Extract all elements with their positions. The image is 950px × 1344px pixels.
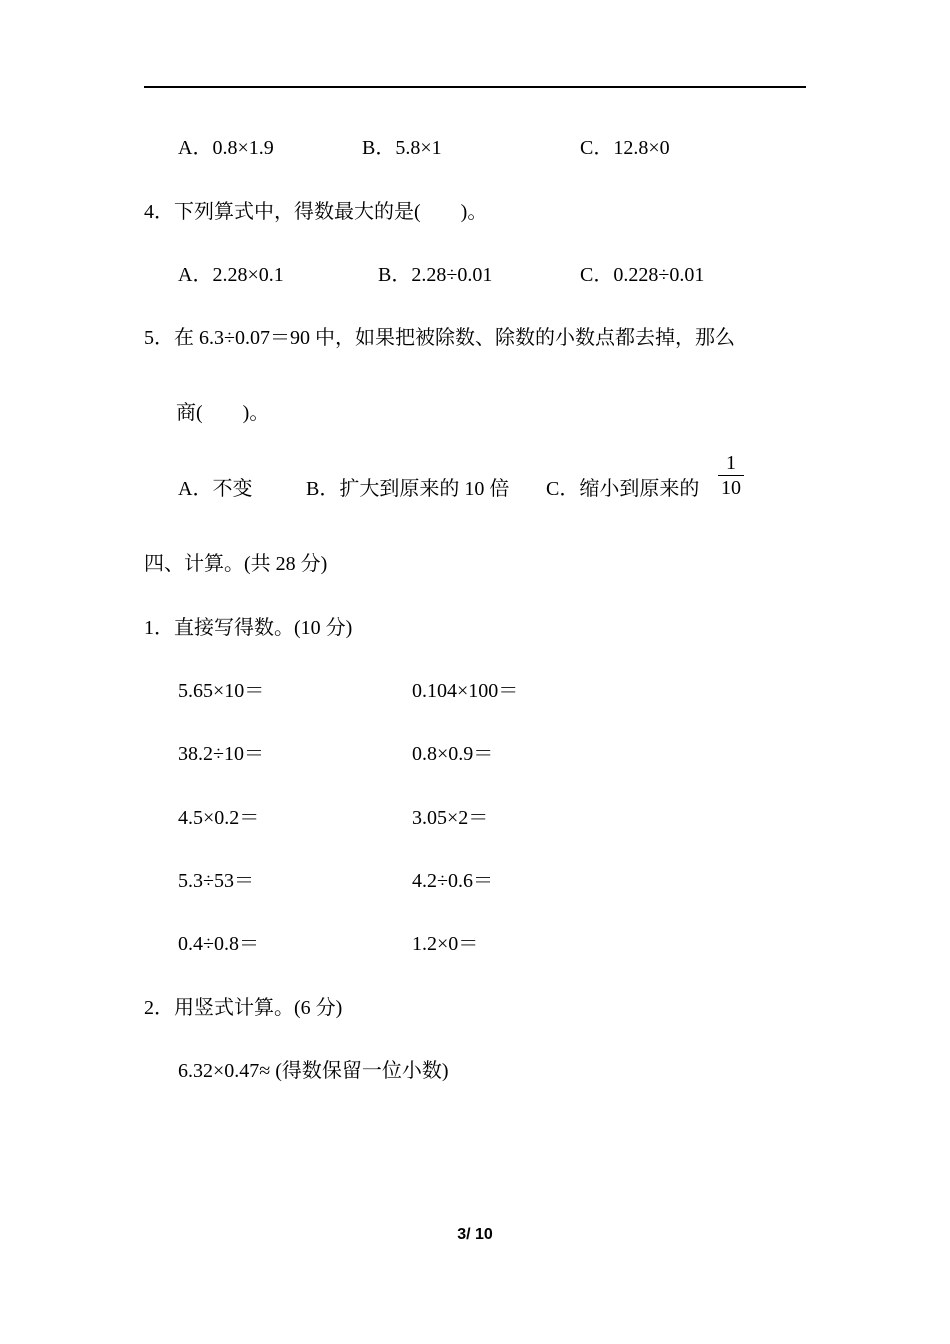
calc-item-3b: 3.05×2＝	[412, 807, 489, 829]
header-rule	[144, 86, 806, 88]
q5-option-c: C．缩小到原来的	[546, 478, 700, 500]
q5-option-a: A．不变	[178, 478, 253, 500]
calc-item-1b: 0.104×100＝	[412, 680, 519, 702]
q3-option-b: B．5.8×1	[362, 137, 442, 159]
calc-item-2b: 0.8×0.9＝	[412, 743, 494, 765]
q3-option-c: C．12.8×0	[580, 137, 670, 159]
q5-option-b: B．扩大到原来的 10 倍	[306, 478, 510, 500]
fraction-bar	[718, 475, 744, 476]
fraction-numerator: 1	[726, 452, 736, 474]
section4-q2-item: 6.32×0.47≈ (得数保留一位小数)	[178, 1060, 449, 1082]
calc-item-3a: 4.5×0.2＝	[178, 807, 260, 829]
q4-question: 4．下列算式中，得数最大的是( )。	[144, 201, 488, 223]
calc-item-2a: 38.2÷10＝	[178, 743, 264, 765]
page-number: 3/ 10	[457, 1226, 493, 1243]
q3-option-a: A．0.8×1.9	[178, 137, 274, 159]
q5-fraction	[718, 452, 744, 499]
section4-q1-title: 1．直接写得数。(10 分)	[144, 617, 353, 639]
calc-item-1a: 5.65×10＝	[178, 680, 265, 702]
q4-option-a: A．2.28×0.1	[178, 264, 284, 286]
calc-item-5a: 0.4÷0.8＝	[178, 933, 259, 955]
fraction-denominator: 10	[721, 477, 741, 499]
q4-option-b: B．2.28÷0.01	[378, 264, 493, 286]
calc-item-5b: 1.2×0＝	[412, 933, 479, 955]
q5-question-line1: 5．在 6.3÷0.07＝90 中，如果把被除数、除数的小数点都去掉，那么	[144, 327, 735, 349]
section4-q2-title: 2．用竖式计算。(6 分)	[144, 997, 343, 1019]
calc-item-4a: 5.3÷53＝	[178, 870, 254, 892]
q5-question-line2: 商( )。	[176, 402, 270, 424]
section4-title: 四、计算。(共 28 分)	[144, 553, 328, 575]
q4-option-c: C．0.228÷0.01	[580, 264, 705, 286]
calc-item-4b: 4.2÷0.6＝	[412, 870, 493, 892]
